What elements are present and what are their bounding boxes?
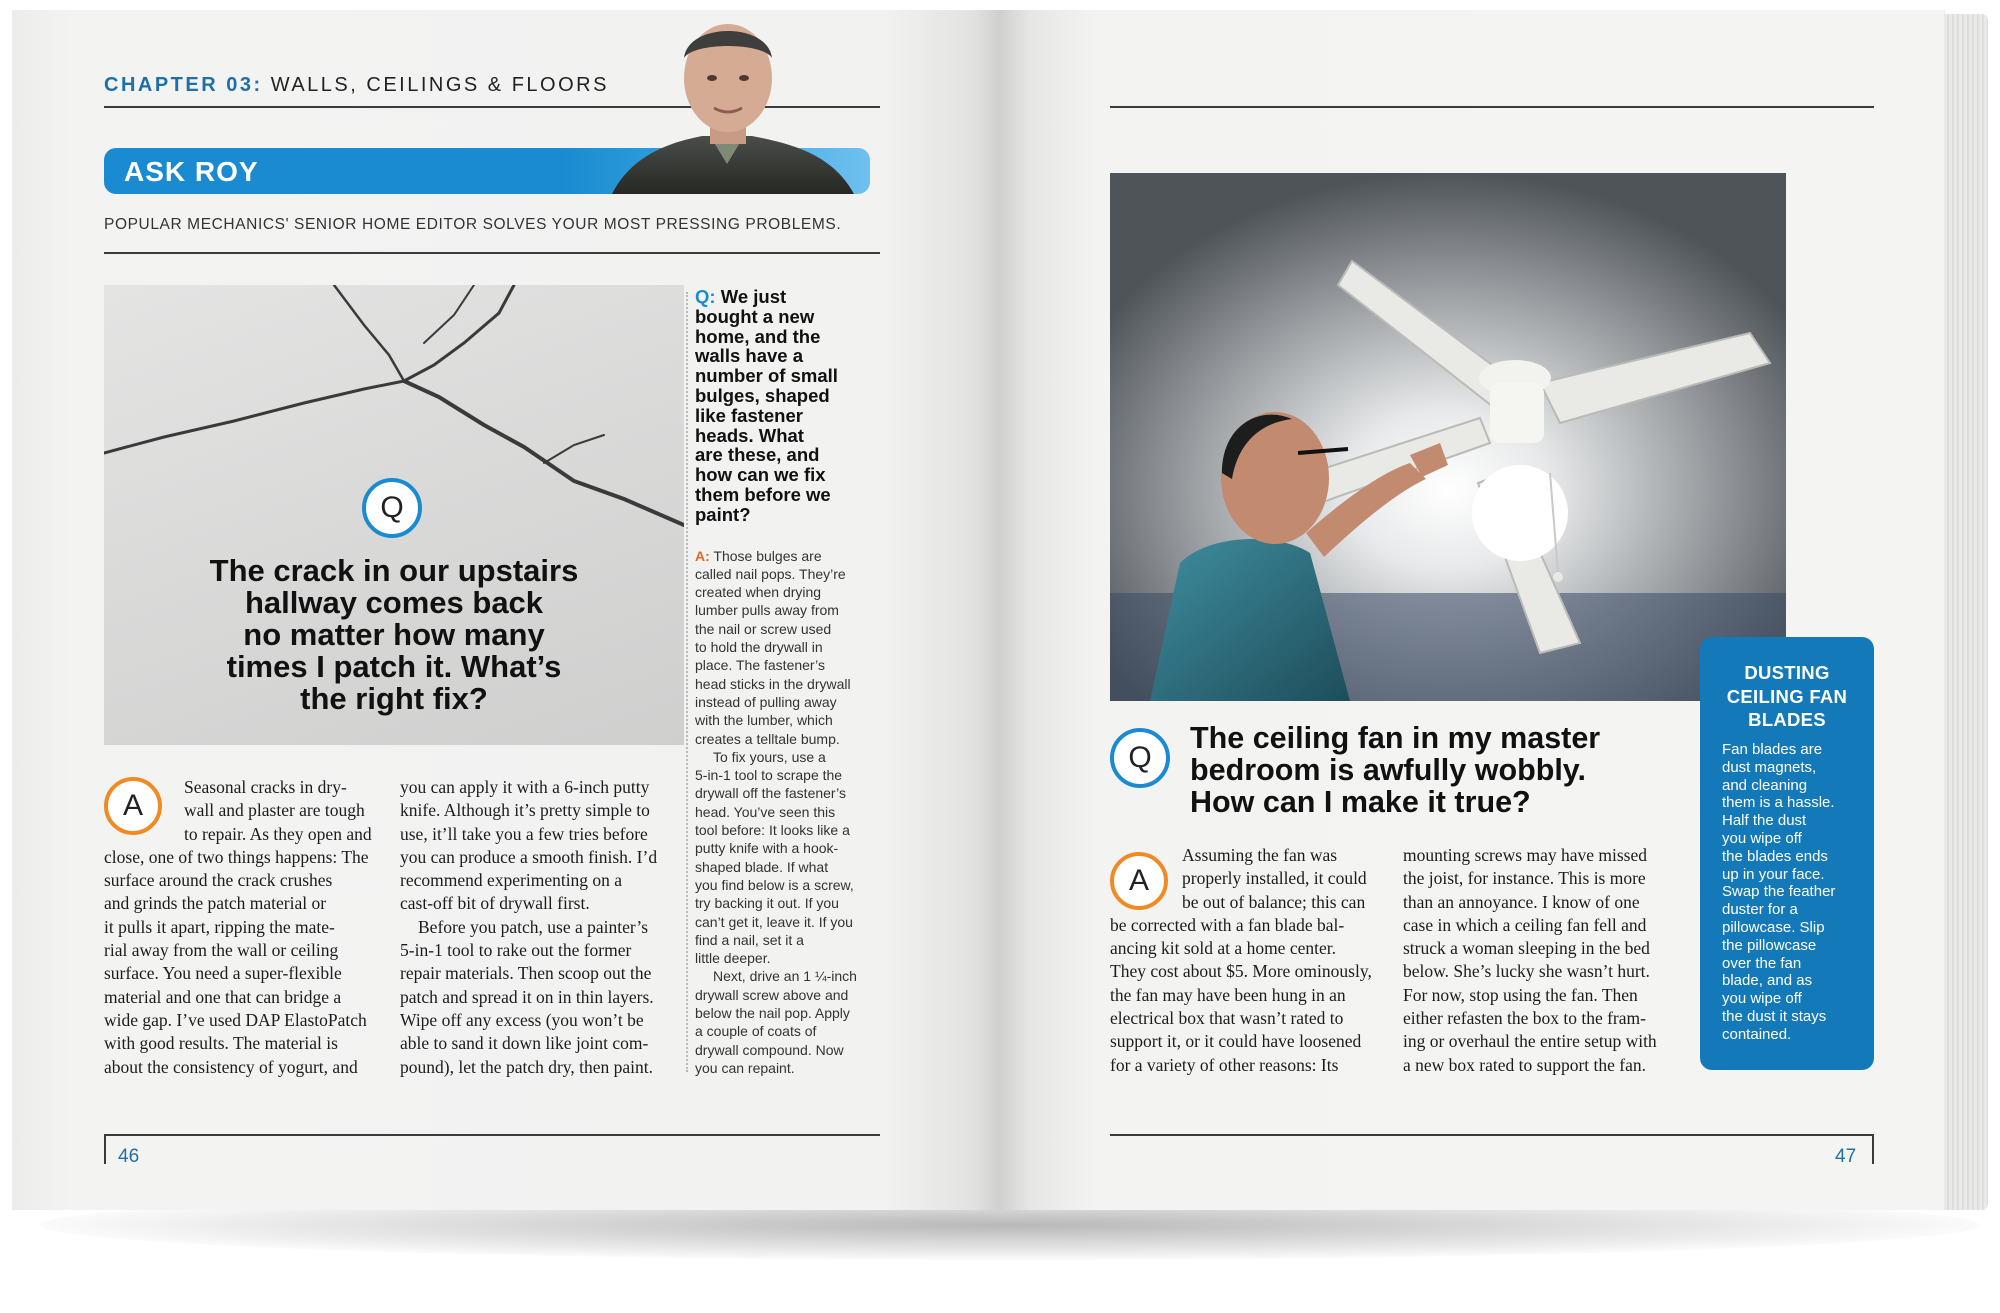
text-line: created when drying — [695, 584, 822, 601]
header-rule-right — [1110, 106, 1874, 108]
text-line: pound), let the patch dry, then paint. — [400, 1056, 654, 1077]
text-line: duster for a — [1722, 901, 1798, 919]
text-line: A: Those bulges are — [695, 547, 822, 564]
text-line: below. She’s lucky she wasn’t hurt. — [1403, 961, 1650, 982]
text-line: patch and spread it on in thin layers. — [400, 986, 654, 1007]
text-line: them before we — [695, 483, 831, 505]
text-line: surface around the crack crushes — [104, 870, 333, 891]
text-line: Before you patch, use a painter’s — [418, 916, 649, 937]
footer-rule-right — [1110, 1134, 1874, 1136]
text-line: you wipe off — [1722, 829, 1802, 847]
text-line: contained. — [1722, 1025, 1792, 1043]
text-line: about the consistency of yogurt, and — [104, 1056, 358, 1077]
feature-subtitle: POPULAR MECHANICS' SENIOR HOME EDITOR SOLVES YOUR MOST PRESSING PROBLEMS. — [104, 216, 842, 233]
text-line: 5-in-1 tool to scrape the — [695, 767, 843, 784]
text-line: either refasten the box to the fram- — [1403, 1008, 1646, 1029]
text-line: tool before: It looks like a — [695, 822, 850, 839]
text-line: called nail pops. They’re — [695, 565, 846, 582]
text-line: Half the dust — [1722, 812, 1807, 830]
text-line: head sticks in the drywall — [695, 675, 851, 692]
question-1-line: hallway comes back — [244, 585, 544, 620]
question-2-line: bedroom is awfully wobbly. — [1190, 753, 1586, 787]
text-line: place. The fastener’s — [695, 657, 825, 674]
text-line: lumber pulls away from — [695, 602, 839, 619]
text-line: repair materials. Then scoop out the — [400, 963, 652, 984]
text-line: CEILING FAN — [1726, 685, 1848, 707]
text-line: instead of pulling away — [695, 693, 837, 710]
text-line: home, and the — [695, 325, 821, 347]
tip-box-body — [1722, 741, 1862, 1044]
page-number-right: 47 — [1835, 1146, 1857, 1167]
page-number-left: 46 — [118, 1146, 140, 1167]
question-1-line: no matter how many — [243, 617, 545, 652]
text-line: below the nail pop. Apply — [695, 1004, 850, 1021]
text-line: drywall screw above and — [695, 986, 849, 1003]
text-line: close, one of two things happens: The — [104, 846, 369, 867]
text-line: ancing kit sold at a home center. — [1110, 938, 1336, 959]
text-line: you can apply it with a 6-inch putty — [400, 777, 650, 797]
text-line: the blades ends — [1722, 847, 1828, 865]
text-line: mounting screws may have missed — [1403, 845, 1647, 865]
question-1-heading — [134, 555, 654, 715]
text-line: struck a woman sleeping in the bed — [1403, 938, 1650, 959]
text-line: drywall off the fastener’s — [695, 785, 846, 802]
text-line: material and one that can bridge a — [104, 986, 342, 1007]
text-line: over the fan — [1722, 954, 1802, 972]
answer-2-column-1 — [1110, 844, 1382, 1077]
text-line: how can we fix — [695, 464, 826, 486]
text-line: BLADES — [1748, 709, 1826, 730]
text-line: drywall compound. Now — [695, 1041, 844, 1058]
text-line: knife. Although it’s pretty simple to — [400, 800, 650, 821]
q-circle-icon: Q — [362, 478, 422, 538]
text-line: To fix yours, use a — [713, 748, 826, 765]
text-line: wall and plaster are tough — [184, 800, 365, 821]
wall-crack-image — [104, 285, 684, 745]
text-line: use, it’ll take you a few tries before — [400, 823, 648, 844]
a-circle-icon: A — [104, 777, 162, 835]
sidebar-question — [695, 287, 885, 1077]
text-line: pillowcase. Slip — [1722, 918, 1825, 936]
text-line: Next, drive an 1 ¼-inch — [713, 968, 857, 985]
q-circle-icon: Q — [1110, 728, 1170, 788]
text-line: them is a hassle. — [1722, 794, 1835, 812]
text-line: DUSTING — [1744, 662, 1830, 683]
text-line: be corrected with a fan blade bal- — [1110, 914, 1345, 935]
answer-1-column-2 — [400, 776, 684, 1079]
text-line: shaped blade. If what — [695, 858, 829, 875]
text-line: can’t get it, leave it. If you — [695, 913, 853, 930]
question-2-line: How can I make it true? — [1190, 785, 1531, 819]
text-line: a new box rated to support the fan. — [1403, 1054, 1646, 1075]
text-line: the nail or screw used — [695, 620, 832, 637]
ceiling-fan-photo — [1110, 173, 1786, 701]
text-line: you find below is a screw, — [695, 876, 854, 893]
text-line: try backing it out. If you — [695, 895, 839, 912]
text-line: creates a telltale bump. — [695, 730, 840, 747]
text-line: Wipe off any excess (you won’t be — [400, 1009, 644, 1030]
question-1-line: the right fix? — [300, 681, 488, 716]
text-line: Swap the feather — [1722, 883, 1836, 901]
text-line: are these, and — [695, 444, 820, 466]
text-line: heads. What — [695, 424, 804, 446]
sidebar-answer-text — [695, 547, 885, 1078]
text-line: bought a new — [695, 305, 815, 327]
column-divider — [686, 292, 688, 1072]
footer-rule-left — [104, 1134, 880, 1136]
text-line: and cleaning — [1722, 776, 1808, 794]
text-line: Assuming the fan was — [1182, 845, 1338, 865]
text-line: bulges, shaped — [695, 384, 830, 406]
text-line: little deeper. — [695, 950, 771, 967]
question-1-line: The crack in our upstairs — [209, 553, 579, 588]
text-line: ing or overhaul the entire setup with — [1403, 1031, 1657, 1052]
footer-tick-left — [104, 1134, 106, 1164]
text-line: the pillowcase — [1722, 936, 1817, 954]
text-line: For now, stop using the fan. Then — [1403, 984, 1638, 1005]
question-2-line: The ceiling fan in my master — [1190, 721, 1601, 755]
text-line: walls have a — [695, 345, 803, 367]
text-line: properly installed, it could — [1182, 868, 1367, 889]
text-line: to repair. As they open and — [184, 823, 372, 844]
text-line: it pulls it apart, ripping the mate- — [104, 916, 335, 937]
text-line: the fan may have been hung in an — [1110, 984, 1346, 1005]
text-line: paint? — [695, 503, 751, 525]
text-line: you can produce a smooth finish. I’d — [400, 846, 658, 867]
question-1-line: times I patch it. What’s — [226, 649, 562, 684]
q-label: Q: — [695, 286, 716, 307]
text-line: head. You’ve seen this — [695, 803, 836, 820]
text-line: and grinds the patch material or — [104, 893, 327, 914]
text-line: for a variety of other reasons: Its — [1110, 1054, 1339, 1075]
text-line: with good results. The material is — [104, 1033, 338, 1054]
text-line: you wipe off — [1722, 990, 1802, 1008]
sidebar-question-text — [695, 287, 885, 525]
footer-tick-right — [1872, 1134, 1874, 1164]
text-line: blade, and as — [1722, 972, 1813, 990]
text-line: find a nail, set it a — [695, 931, 804, 948]
text-line: Q: We just — [695, 286, 787, 307]
text-line: than an annoyance. I know of one — [1403, 891, 1640, 912]
a-label: A: — [695, 547, 710, 564]
text-line: a couple of coats of — [695, 1023, 817, 1040]
text-line: able to sand it down like joint com- — [400, 1033, 649, 1054]
text-line: surface. You need a super-flexible — [104, 963, 342, 984]
text-line: the joist, for instance. This is more — [1403, 868, 1646, 889]
text-line: 5-in-1 tool to rake out the former — [400, 940, 632, 961]
text-line: support it, or it could have loosened — [1110, 1031, 1362, 1052]
answer-2-column-2 — [1403, 844, 1675, 1077]
text-line: be out of balance; this can — [1182, 891, 1366, 912]
text-line: to hold the drywall in — [695, 639, 823, 656]
chapter-label: CHAPTER 03: — [104, 74, 263, 96]
chapter-heading — [104, 74, 609, 97]
text-line: you can repaint. — [695, 1059, 795, 1076]
text-line: cast-off bit of drywall first. — [400, 893, 590, 914]
question-2-heading — [1190, 722, 1710, 818]
text-line: Seasonal cracks in dry- — [184, 777, 347, 797]
subtitle-rule — [104, 252, 880, 254]
page-edges — [1944, 14, 1988, 1210]
editor-portrait — [592, 4, 862, 194]
a-circle-icon: A — [1110, 852, 1168, 910]
text-line: recommend experimenting on a — [400, 870, 623, 891]
text-line: case in which a ceiling fan fell and — [1403, 914, 1647, 935]
text-line: putty knife with a hook- — [695, 840, 839, 857]
text-line: rial away from the wall or ceiling — [104, 940, 339, 961]
tip-box-title — [1700, 661, 1874, 732]
text-line: Fan blades are — [1722, 741, 1823, 758]
text-line: with the lumber, which — [695, 712, 833, 729]
text-line: up in your face. — [1722, 865, 1825, 883]
tip-box — [1700, 637, 1874, 1070]
text-line: like fastener — [695, 404, 803, 426]
answer-1-column-1 — [104, 776, 388, 1079]
chapter-title: WALLS, CEILINGS & FLOORS — [270, 74, 609, 96]
text-line: number of small — [695, 365, 838, 387]
text-line: the dust it stays — [1722, 1007, 1827, 1025]
banner-title: ASK ROY — [124, 156, 259, 187]
text-line: They cost about $5. More ominously, — [1110, 961, 1372, 982]
text-line: wide gap. I’ve used DAP ElastoPatch — [104, 1009, 367, 1030]
text-line: electrical box that wasn’t rated to — [1110, 1008, 1344, 1029]
text-line: dust magnets, — [1722, 758, 1817, 776]
